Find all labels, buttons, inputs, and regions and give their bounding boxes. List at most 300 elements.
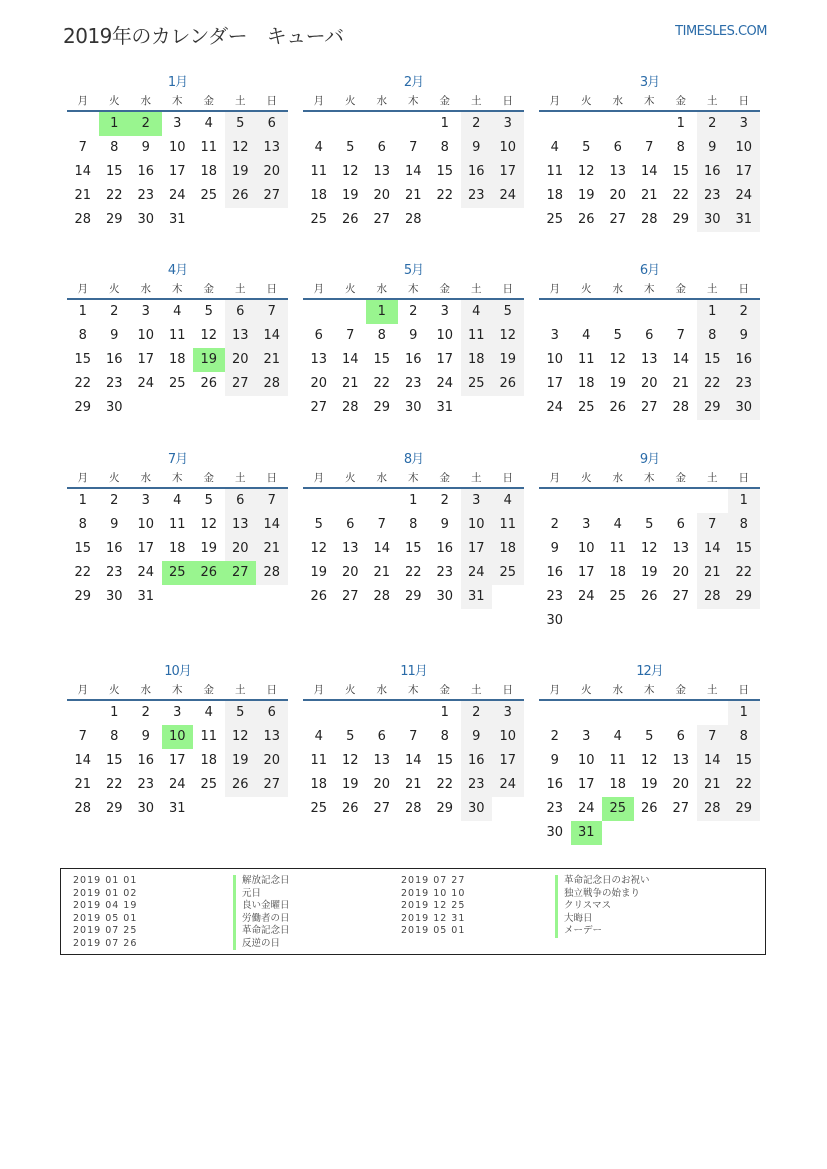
day-cell: 18 xyxy=(200,753,218,768)
weekday-label: 火 xyxy=(345,283,356,295)
day-cell: 1 xyxy=(697,300,729,324)
weekday-label: 土 xyxy=(471,684,482,696)
day-cell: 21 xyxy=(404,777,422,792)
empty-cell xyxy=(303,112,335,136)
day-cell: 21 xyxy=(74,777,92,792)
week-row xyxy=(539,585,760,609)
day-cell: 4 xyxy=(582,328,591,343)
week-row xyxy=(539,372,760,396)
day-cell: 7 xyxy=(409,729,418,744)
day-cell: 1 xyxy=(110,705,119,720)
week-row xyxy=(303,513,524,537)
day-cell: 22 xyxy=(436,777,454,792)
day-cell: 10 xyxy=(492,725,524,749)
day-cell: 30 xyxy=(137,212,155,227)
day-cell: 21 xyxy=(672,376,690,391)
day-cell: 28 xyxy=(74,801,92,816)
day-cell: 16 xyxy=(105,541,123,556)
day-cell: 17 xyxy=(577,777,595,792)
day-cell: 9 xyxy=(697,136,729,160)
day-cell: 24 xyxy=(168,777,186,792)
day-cell: 10 xyxy=(137,328,155,343)
day-cell: 6 xyxy=(645,328,654,343)
day-cell: 10 xyxy=(137,517,155,532)
weekday-label: 月 xyxy=(313,684,324,696)
day-cell: 22 xyxy=(74,376,92,391)
page-title: 2019年のカレンダー キューバ xyxy=(63,24,344,48)
day-cell: 29 xyxy=(373,400,391,415)
week-row xyxy=(539,160,760,184)
day-cell: 14 xyxy=(672,352,690,367)
empty-cell xyxy=(130,396,162,420)
month-title: 4月 xyxy=(167,263,188,278)
weekday-label: 火 xyxy=(581,283,592,295)
weekday-label: 土 xyxy=(235,95,246,107)
day-cell: 16 xyxy=(137,753,155,768)
day-cell: 22 xyxy=(74,565,92,580)
empty-cell xyxy=(162,585,194,609)
week-row xyxy=(539,561,760,585)
weekday-label: 木 xyxy=(644,684,655,696)
day-cell: 14 xyxy=(404,753,422,768)
day-cell: 10 xyxy=(168,140,186,155)
weekday-header xyxy=(67,469,288,489)
site-logo[interactable]: TIMESLES.COM xyxy=(675,24,767,39)
day-cell: 24 xyxy=(436,376,454,391)
day-cell: 17 xyxy=(137,541,155,556)
weekday-label: 日 xyxy=(266,283,277,295)
empty-cell xyxy=(602,489,634,513)
weekday-label: 日 xyxy=(266,684,277,696)
day-cell: 7 xyxy=(78,140,87,155)
day-cell: 3 xyxy=(173,116,182,131)
weekday-label: 日 xyxy=(266,95,277,107)
day-cell: 13 xyxy=(256,725,288,749)
day-cell: 7 xyxy=(645,140,654,155)
weekday-label: 金 xyxy=(203,472,214,484)
day-cell: 16 xyxy=(728,348,760,372)
empty-cell xyxy=(256,585,288,609)
day-cell: 18 xyxy=(609,777,627,792)
day-cell: 6 xyxy=(346,517,355,532)
week-row xyxy=(303,396,524,420)
day-cell: 2 xyxy=(461,701,493,725)
empty-cell xyxy=(398,701,430,725)
empty-cell xyxy=(665,609,697,633)
day-cell: 21 xyxy=(256,348,288,372)
day-cell: 23 xyxy=(105,565,123,580)
month-4 xyxy=(67,262,288,420)
day-cell: 6 xyxy=(676,729,685,744)
week-row xyxy=(303,208,524,232)
holiday-date: 2019 10 10 xyxy=(401,887,466,899)
day-cell: 9 xyxy=(728,324,760,348)
week-row xyxy=(67,585,288,609)
weekday-label: 火 xyxy=(109,684,120,696)
day-cell: 2 xyxy=(110,493,119,508)
empty-cell xyxy=(67,701,99,725)
day-cell: 27 xyxy=(609,212,627,227)
weekday-label: 土 xyxy=(235,283,246,295)
day-cell: 19 xyxy=(577,188,595,203)
day-cell: 27 xyxy=(256,773,288,797)
day-cell: 24 xyxy=(492,184,524,208)
day-cell: 29 xyxy=(728,585,760,609)
day-cell: 8 xyxy=(110,140,119,155)
day-cell: 7 xyxy=(78,729,87,744)
empty-cell xyxy=(335,112,367,136)
month-6 xyxy=(539,262,760,420)
week-row xyxy=(67,300,288,324)
day-cell: 31 xyxy=(728,208,760,232)
empty-cell xyxy=(634,821,666,845)
day-cell: 23 xyxy=(137,777,155,792)
day-cell: 26 xyxy=(640,801,658,816)
month-9 xyxy=(539,451,760,633)
weekday-label: 金 xyxy=(439,95,450,107)
day-cell: 24 xyxy=(546,400,564,415)
day-cell: 2 xyxy=(440,493,449,508)
day-cell: 11 xyxy=(609,753,627,768)
day-cell: 30 xyxy=(137,801,155,816)
empty-cell xyxy=(634,609,666,633)
weekday-label: 金 xyxy=(675,684,686,696)
weekday-label: 金 xyxy=(439,684,450,696)
weekday-label: 日 xyxy=(266,472,277,484)
empty-cell xyxy=(697,489,729,513)
day-cell: 9 xyxy=(110,517,119,532)
day-cell: 20 xyxy=(256,749,288,773)
empty-cell xyxy=(335,701,367,725)
empty-cell xyxy=(634,489,666,513)
day-cell: 23 xyxy=(137,188,155,203)
month-8 xyxy=(303,451,524,609)
day-cell: 5 xyxy=(645,729,654,744)
holiday-date: 2019 07 26 xyxy=(73,937,138,949)
day-cell: 15 xyxy=(404,541,422,556)
week-row xyxy=(539,773,760,797)
day-cell: 13 xyxy=(310,352,328,367)
day-cell: 2 xyxy=(550,729,559,744)
day-cell: 30 xyxy=(404,400,422,415)
day-cell: 25 xyxy=(602,797,634,821)
day-cell: 1 xyxy=(676,116,685,131)
weekday-label: 日 xyxy=(502,283,513,295)
day-cell: 7 xyxy=(409,140,418,155)
day-cell: 3 xyxy=(173,705,182,720)
day-cell: 15 xyxy=(436,164,454,179)
day-cell: 31 xyxy=(571,821,603,845)
week-row xyxy=(539,725,760,749)
day-cell: 19 xyxy=(640,565,658,580)
day-cell: 12 xyxy=(640,541,658,556)
weekday-label: 土 xyxy=(707,95,718,107)
empty-cell xyxy=(602,821,634,845)
day-cell: 15 xyxy=(74,541,92,556)
day-cell: 3 xyxy=(728,112,760,136)
weekday-label: 月 xyxy=(313,95,324,107)
day-cell: 9 xyxy=(461,136,493,160)
day-cell: 6 xyxy=(256,112,288,136)
weekday-label: 水 xyxy=(376,684,387,696)
week-row xyxy=(303,136,524,160)
day-cell: 2 xyxy=(409,304,418,319)
day-cell: 16 xyxy=(461,749,493,773)
day-cell: 20 xyxy=(609,188,627,203)
day-cell: 6 xyxy=(676,517,685,532)
day-cell: 11 xyxy=(310,753,328,768)
weekday-label: 火 xyxy=(109,283,120,295)
day-cell: 22 xyxy=(105,188,123,203)
holiday-name: 反逆の日 xyxy=(233,938,290,951)
weekday-label: 月 xyxy=(313,472,324,484)
day-cell: 19 xyxy=(193,348,225,372)
week-row xyxy=(539,396,760,420)
day-cell: 4 xyxy=(461,300,493,324)
weekday-label: 月 xyxy=(77,472,88,484)
day-cell: 5 xyxy=(204,493,213,508)
weekday-header xyxy=(67,280,288,300)
day-cell: 12 xyxy=(577,164,595,179)
day-cell: 8 xyxy=(377,328,386,343)
holiday-date: 2019 05 01 xyxy=(401,925,466,936)
day-cell: 23 xyxy=(461,773,493,797)
empty-cell xyxy=(366,701,398,725)
day-cell: 5 xyxy=(613,328,622,343)
week-row xyxy=(539,513,760,537)
month-3 xyxy=(539,74,760,232)
month-title: 1月 xyxy=(167,75,188,90)
week-row xyxy=(539,797,760,821)
day-cell: 21 xyxy=(697,561,729,585)
weekday-label: 金 xyxy=(439,283,450,295)
day-cell: 9 xyxy=(141,729,150,744)
day-cell: 20 xyxy=(373,777,391,792)
day-cell: 25 xyxy=(168,376,186,391)
day-cell: 15 xyxy=(373,352,391,367)
holiday-date: 2019 12 31 xyxy=(401,912,466,924)
week-row xyxy=(67,184,288,208)
day-cell: 29 xyxy=(672,212,690,227)
day-cell: 4 xyxy=(314,729,323,744)
empty-cell xyxy=(492,208,524,232)
day-cell: 28 xyxy=(697,797,729,821)
empty-cell xyxy=(225,396,257,420)
weekday-label: 日 xyxy=(502,472,513,484)
month-1 xyxy=(67,74,288,232)
day-cell: 27 xyxy=(256,184,288,208)
week-row xyxy=(67,701,288,725)
day-cell: 9 xyxy=(110,328,119,343)
legend-names-right xyxy=(555,875,650,938)
day-cell: 12 xyxy=(640,753,658,768)
day-cell: 18 xyxy=(200,164,218,179)
day-cell: 13 xyxy=(341,541,359,556)
day-cell: 4 xyxy=(613,729,622,744)
day-cell: 9 xyxy=(550,753,559,768)
week-row xyxy=(303,160,524,184)
day-cell: 7 xyxy=(377,517,386,532)
day-cell: 11 xyxy=(200,729,218,744)
month-10 xyxy=(67,663,288,821)
day-cell: 24 xyxy=(492,773,524,797)
weekday-label: 日 xyxy=(502,684,513,696)
day-cell: 24 xyxy=(137,376,155,391)
day-cell: 16 xyxy=(546,777,564,792)
weekday-label: 木 xyxy=(172,472,183,484)
weekday-label: 月 xyxy=(77,684,88,696)
day-cell: 29 xyxy=(74,400,92,415)
day-cell: 2 xyxy=(141,705,150,720)
day-cell: 14 xyxy=(256,513,288,537)
weekday-label: 金 xyxy=(203,95,214,107)
day-cell: 5 xyxy=(204,304,213,319)
day-cell: 14 xyxy=(697,537,729,561)
day-cell: 4 xyxy=(173,304,182,319)
day-cell: 11 xyxy=(168,328,186,343)
week-row xyxy=(539,300,760,324)
week-row xyxy=(303,561,524,585)
day-cell: 16 xyxy=(436,541,454,556)
day-cell: 31 xyxy=(168,212,186,227)
day-cell: 10 xyxy=(162,725,194,749)
empty-cell xyxy=(697,701,729,725)
day-cell: 17 xyxy=(728,160,760,184)
day-cell: 25 xyxy=(461,372,493,396)
day-cell: 10 xyxy=(577,753,595,768)
empty-cell xyxy=(697,609,729,633)
day-cell: 1 xyxy=(728,701,760,725)
day-cell: 12 xyxy=(341,164,359,179)
day-cell: 21 xyxy=(256,537,288,561)
weekday-label: 水 xyxy=(612,283,623,295)
month-title: 8月 xyxy=(403,452,424,467)
day-cell: 3 xyxy=(582,517,591,532)
day-cell: 28 xyxy=(404,212,422,227)
day-cell: 22 xyxy=(404,565,422,580)
day-cell: 19 xyxy=(640,777,658,792)
week-row xyxy=(67,396,288,420)
holiday-name: 良い金曜日 xyxy=(233,900,290,913)
week-row xyxy=(67,537,288,561)
weekday-label: 火 xyxy=(345,684,356,696)
week-row xyxy=(539,749,760,773)
weekday-label: 水 xyxy=(140,684,151,696)
holiday-date: 2019 07 25 xyxy=(73,925,138,936)
day-cell: 5 xyxy=(346,140,355,155)
month-5 xyxy=(303,262,524,420)
day-cell: 30 xyxy=(105,589,123,604)
empty-cell xyxy=(602,112,634,136)
day-cell: 1 xyxy=(78,304,87,319)
day-cell: 25 xyxy=(162,561,194,585)
week-row xyxy=(539,324,760,348)
weekday-label: 水 xyxy=(140,283,151,295)
day-cell: 3 xyxy=(582,729,591,744)
day-cell: 29 xyxy=(436,801,454,816)
holiday-name: 独立戦争の始まり xyxy=(555,888,650,901)
day-cell: 12 xyxy=(609,352,627,367)
day-cell: 27 xyxy=(373,801,391,816)
day-cell: 13 xyxy=(225,324,257,348)
day-cell: 7 xyxy=(346,328,355,343)
weekday-label: 土 xyxy=(235,472,246,484)
weekday-label: 火 xyxy=(581,684,592,696)
day-cell: 21 xyxy=(697,773,729,797)
day-cell: 17 xyxy=(546,376,564,391)
week-row xyxy=(303,348,524,372)
week-row xyxy=(67,208,288,232)
day-cell: 28 xyxy=(640,212,658,227)
weekday-label: 水 xyxy=(376,95,387,107)
day-cell: 15 xyxy=(105,164,123,179)
day-cell: 4 xyxy=(314,140,323,155)
day-cell: 26 xyxy=(200,376,218,391)
day-cell: 12 xyxy=(492,324,524,348)
empty-cell xyxy=(193,585,225,609)
weekday-label: 水 xyxy=(376,472,387,484)
empty-cell xyxy=(602,609,634,633)
day-cell: 6 xyxy=(314,328,323,343)
day-cell: 16 xyxy=(137,164,155,179)
week-row xyxy=(303,537,524,561)
day-cell: 28 xyxy=(672,400,690,415)
day-cell: 25 xyxy=(310,212,328,227)
day-cell: 2 xyxy=(110,304,119,319)
empty-cell xyxy=(665,701,697,725)
day-cell: 6 xyxy=(256,701,288,725)
empty-cell xyxy=(303,701,335,725)
week-row xyxy=(67,489,288,513)
day-cell: 25 xyxy=(310,801,328,816)
day-cell: 22 xyxy=(728,561,760,585)
day-cell: 28 xyxy=(256,372,288,396)
empty-cell xyxy=(539,300,571,324)
empty-cell xyxy=(335,489,367,513)
empty-cell xyxy=(634,701,666,725)
empty-cell xyxy=(366,489,398,513)
day-cell: 23 xyxy=(546,801,564,816)
day-cell: 25 xyxy=(609,589,627,604)
weekday-label: 木 xyxy=(644,472,655,484)
weekday-header xyxy=(539,469,760,489)
empty-cell xyxy=(665,821,697,845)
day-cell: 1 xyxy=(440,705,449,720)
empty-cell xyxy=(571,112,603,136)
weekday-label: 日 xyxy=(502,95,513,107)
day-cell: 18 xyxy=(492,537,524,561)
day-cell: 31 xyxy=(137,589,155,604)
week-row xyxy=(539,537,760,561)
month-title: 11月 xyxy=(400,664,427,679)
weekday-label: 金 xyxy=(203,684,214,696)
month-7 xyxy=(67,451,288,609)
weekday-label: 日 xyxy=(738,283,749,295)
week-row xyxy=(539,184,760,208)
day-cell: 5 xyxy=(225,701,257,725)
week-row xyxy=(303,725,524,749)
week-row xyxy=(539,609,760,633)
day-cell: 24 xyxy=(577,589,595,604)
day-cell: 14 xyxy=(341,352,359,367)
weekday-label: 土 xyxy=(471,472,482,484)
empty-cell xyxy=(256,208,288,232)
day-cell: 2 xyxy=(461,112,493,136)
day-cell: 16 xyxy=(105,352,123,367)
day-cell: 12 xyxy=(341,753,359,768)
day-cell: 18 xyxy=(310,777,328,792)
week-row xyxy=(303,184,524,208)
